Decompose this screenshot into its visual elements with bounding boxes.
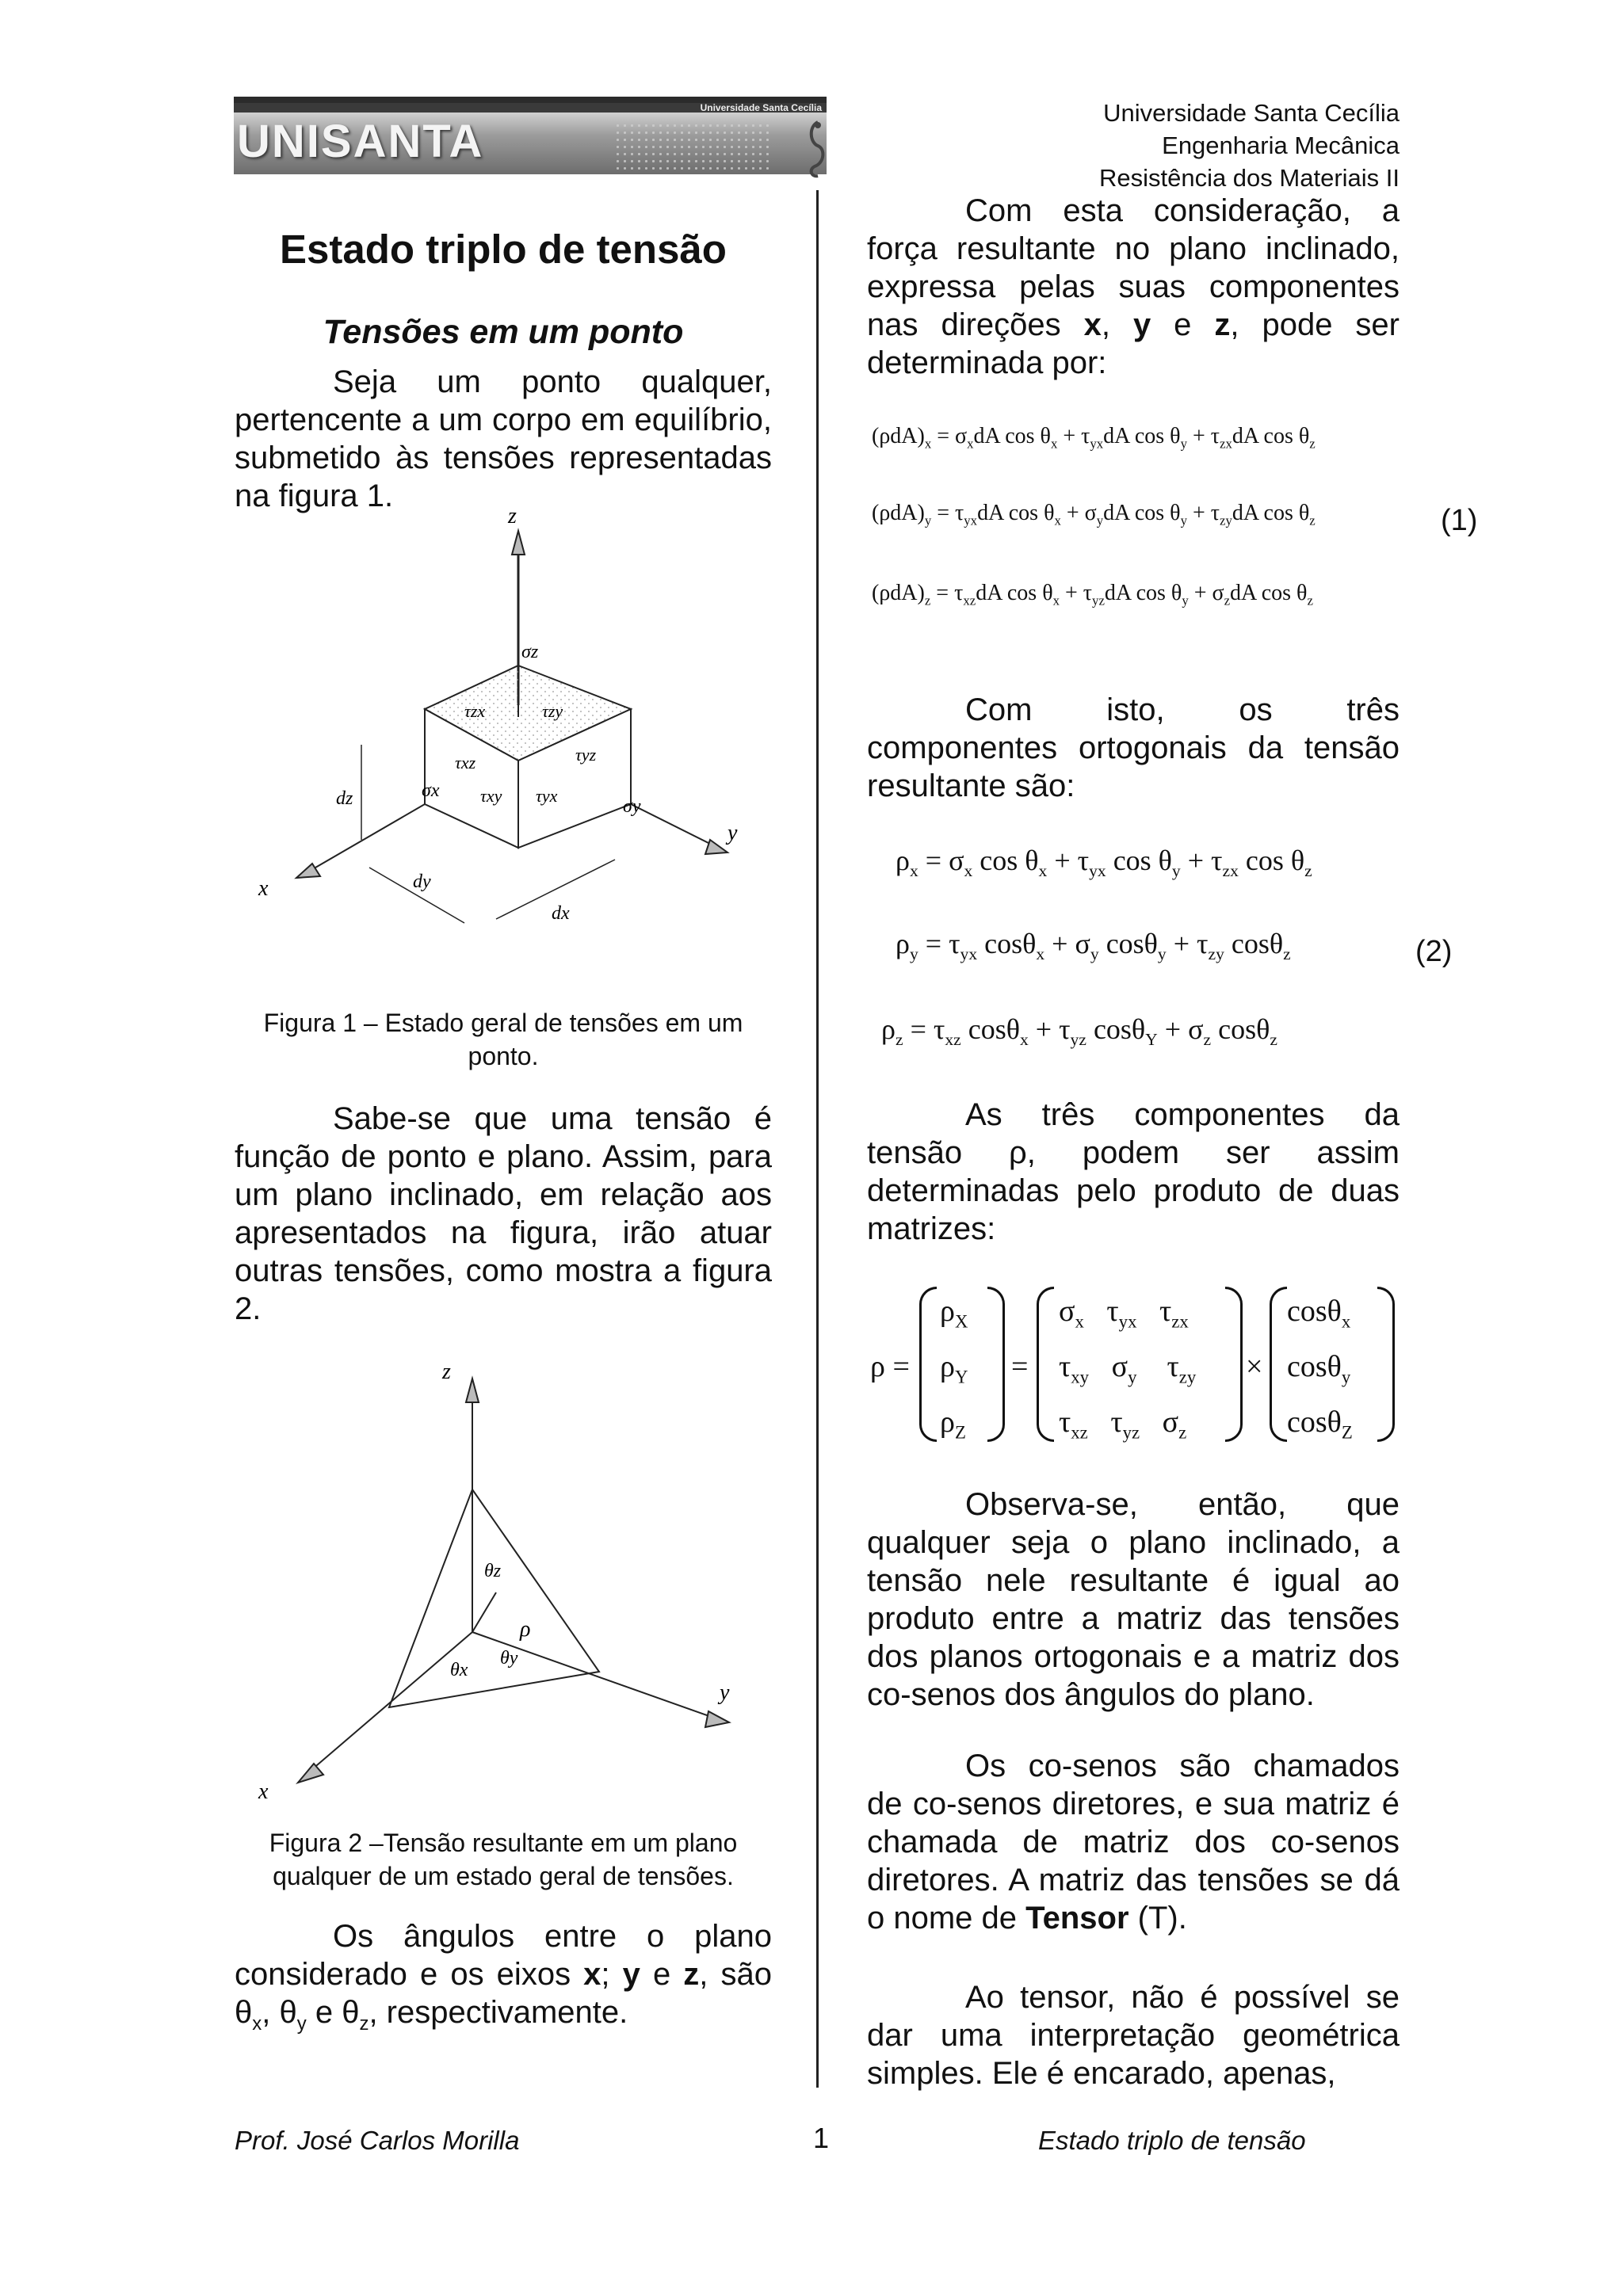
seahorse-icon [802,119,831,182]
x-axis-label: x [258,876,269,901]
theta-z-sub: z [359,2013,369,2035]
equation-1c: $(\rho dA)_z = \tau_{xz}dA$ $\cos \theta_x + \tau_{yz}dA$ $\cos \theta_y + \sigma_zdA$ $\cos \theta_z$ [872,581,1313,608]
tau-yz-label: τyz [575,745,597,765]
paragraph-matrix-product: As três componentes da tensão ρ, podem ser assim determinadas pelo produto de duas matrizes: [867,1097,1400,1246]
tau-zx-label: τzx [464,701,486,721]
right-paren-icon [987,1287,1005,1442]
paragraph-stress-function: Sabe-se que uma tensão é função de ponto e plano. Assim, para um plano inclinado, em relação aos apresentados na figura, irão atuar outras tensões, como mostra a figura 2. [235,1101,772,1326]
dy-label: dy [413,871,431,892]
paragraph-resultant-force [867,192,1400,382]
axis-z-bold: z [683,1957,700,1992]
y-axis-arrow-icon [705,840,727,854]
theta-y-sub: y [296,2013,307,2035]
z-axis-arrow-icon [466,1379,479,1402]
sigma-y-label: σy [623,796,641,817]
rho-equals: ρ = [870,1350,910,1383]
y-axis-arrow-icon [705,1711,729,1727]
angles-sep: ; [601,1957,623,1992]
equation-2c: $\rho_z = \tau_{xz}$ $\cos\theta_x + \tau_{yz}$ $\cos\theta_Y + \sigma_z$ cosθ$_z$ [881,1013,1277,1050]
paragraph-tensor-interpretation: Ao tensor, não é possível se dar uma interpretação geométrica simples. Ele é encarado, apenas, [867,1980,1400,2091]
paragraph-observation: Observa-se, então, que qualquer seja o plano inclinado, a tensão nele resultante é igual ao produto entre a matriz das tensões dos planos ortogonais e a matriz dos co-senos dos ângulos do plano. [867,1487,1400,1712]
logo-dots-pattern [614,122,773,170]
figure-2-caption: Figura 2 –Tensão resultante em um plano qualquer de um estado geral de tensões. [269,1829,738,1890]
paragraph-direction-cosines [867,1747,1400,1937]
paragraph-angles [235,1917,772,2043]
theta-z-label: θz [484,1561,502,1581]
equation-1-number: (1) [1441,504,1478,537]
page-number: 1 [813,2122,830,2154]
tau-xy-label: τxy [480,786,502,806]
unisanta-logo [234,97,827,174]
logo-wordmark: UNISANTA [237,116,484,167]
paragraph-intro: Seja um ponto qualquer, pertencente a um corpo em equilíbrio, submetido às tensões representadas na figura 1. [235,364,772,513]
sigma-x-label: σx [422,780,440,801]
page-title: Estado triplo de tensão [280,227,727,272]
stress-tensor-matrix: $\sigma_x$ $\tau_{yx}$ $\tau_{zx}$ $\tau_{xy}$ $\sigma_y$ $\tau_{zy}$ $\tau_{xz}$ $\tau_{yz}$ $\sigma_z$ [1059,1295,1197,1443]
tau-zy-label: τzy [542,701,563,721]
left-paren-icon [1037,1287,1054,1442]
theta-y-label: θy [500,1648,518,1669]
resultant-text-a: Com esta consideração, a força resultante no plano inclinado, expressa pelas suas componentes nas direções [867,193,1400,342]
course-name: Engenharia Mecânica [1162,132,1400,159]
footer-topic: Estado triplo de tensão [1038,2126,1306,2155]
inclined-plane [389,1489,599,1707]
dx-label: dx [552,903,570,924]
x-axis-arrow-icon [296,864,320,878]
z-axis-label: z [442,1363,451,1384]
theta-x-label: θx [450,1660,468,1680]
angles-text-a: Os ângulos entre o plano considerado e os eixos [235,1919,772,1992]
figure-1-caption: Figura 1 – Estado geral de tensões em um ponto. [263,1009,743,1070]
angles-text-c: , θ [262,1995,297,2030]
z-axis-label: z [508,507,517,528]
figure-2-inclined-plane [235,1363,773,1822]
rho-vector-matrix: $\rho_X$ $\rho_Y$ $\rho_Z$ [940,1295,968,1443]
angles-text-d: e θ [306,1995,360,2030]
tensor-bold: Tensor [1025,1901,1129,1936]
column-divider [816,190,819,2088]
equation-2-number: (2) [1415,935,1453,968]
times-sign: × [1246,1350,1263,1383]
dir-z-bold: z [1214,307,1231,342]
rho-label: ρ [520,1617,531,1642]
y-axis-label: y [727,821,738,845]
dz-label: dz [336,788,353,809]
axis-x-bold: x [583,1957,601,1992]
tau-xz-label: τxz [455,753,476,772]
equation-1a: $(\rho dA)_x = \sigma_xdA$ $\cos \theta_x + \tau_{yx}dA$ $\cos \theta_y + \tau_{zx}dA$ $\cos \theta_z$ [872,424,1316,452]
resultant-and: e [1151,307,1215,342]
dir-y-bold: y [1132,307,1151,342]
equals-sign: = [1011,1350,1029,1383]
dir-x-bold: x [1083,307,1102,342]
paragraph-orthogonal-components: Com isto, os três componentes ortogonais da tensão resultante são: [867,692,1400,803]
y-axis [472,1632,718,1719]
angles-text-e: , respectivamente. [369,1995,628,2030]
tau-yx-label: τyx [536,786,558,806]
x-axis-arrow-icon [298,1764,323,1783]
subject-name: Resistência dos Materiais II [1098,164,1400,192]
logo-university-name: Universidade Santa Cecília [700,102,822,113]
angles-text-b: , são θ [235,1957,772,2030]
direction-cosines-matrix: cosθ$_x$ cosθ$_y$ cosθ$_Z$ [1287,1295,1353,1443]
right-paren-icon [1225,1287,1243,1442]
angles-and: e [640,1957,684,1992]
left-paren-icon [1270,1287,1287,1442]
equation-2a: $\rho_x = \sigma_x$ $\cos \theta_x + \tau_{yx}$ $\cos \theta_y + \tau_{zx}$ $\cos \theta_z$ [896,845,1312,881]
footer-author: Prof. José Carlos Morilla [235,2126,520,2155]
y-axis-label: y [720,1680,730,1705]
matrix-equation [870,1283,1401,1454]
right-paren-icon [1377,1287,1395,1442]
section-subtitle: Tensões em um ponto [323,313,684,351]
x-axis [306,1632,472,1775]
x-axis [306,804,425,873]
equation-2b: $\rho_y = \tau_{yx}$ $\cos\theta_x + \sigma_y$ $\cos\theta_y + \tau_{zy}$ cosθ$_z$ [896,928,1291,964]
equation-1b: $(\rho dA)_y = \tau_{yx}dA$ $\cos \theta_x + \sigma_ydA$ $\cos \theta_y + \tau_{zy}dA$ $\cos \theta_z$ [872,501,1316,528]
z-axis-arrow-icon [512,531,525,555]
axis-y-bold: y [622,1957,640,1992]
theta-x-sub: x [252,2013,262,2035]
resultant-text-b: , pode ser determinada por: [867,307,1400,380]
institution-name: Universidade Santa Cecília [1103,99,1400,127]
x-axis-label: x [258,1779,269,1804]
y-axis [631,804,718,848]
institution-header [1099,97,1400,194]
cosines-text-a: Os co-senos são chamados de co-senos diretores, e sua matriz é chamada de matriz dos co-senos diretores. A matriz das tensões se dá o nome de [867,1749,1400,1936]
cosines-text-b: (T). [1128,1901,1187,1936]
sigma-z-label: σz [521,642,539,662]
figure-1-stress-cube [235,507,773,998]
left-paren-icon [919,1287,937,1442]
resultant-comma: , [1101,307,1133,342]
rho-vector [472,1592,496,1632]
